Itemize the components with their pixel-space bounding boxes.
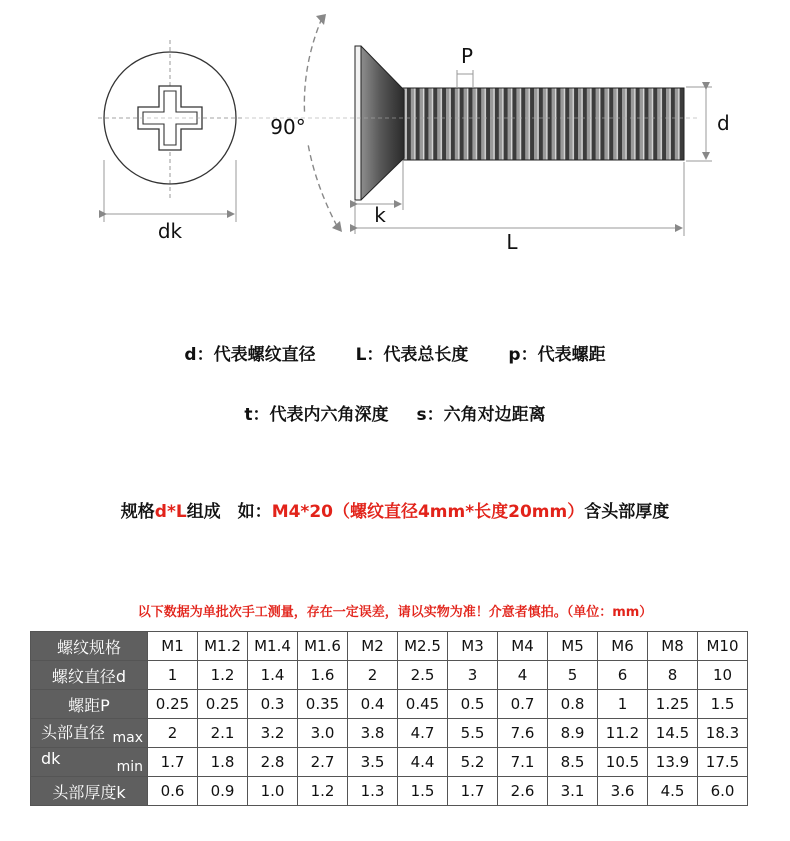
row-header: 螺距P bbox=[31, 690, 148, 719]
thread-body bbox=[402, 88, 684, 160]
row-header: 螺纹规格 bbox=[31, 632, 148, 661]
table-cell: 3.5 bbox=[348, 748, 398, 777]
table-cell: 1.7 bbox=[148, 748, 198, 777]
table-cell: 4.7 bbox=[398, 719, 448, 748]
table-cell: 7.1 bbox=[498, 748, 548, 777]
table-cell: 1.2 bbox=[298, 777, 348, 806]
table-cell: 2 bbox=[148, 719, 198, 748]
table-cell: M2.5 bbox=[398, 632, 448, 661]
d-label: d bbox=[717, 111, 730, 135]
table-cell: 7.6 bbox=[498, 719, 548, 748]
table-cell: 2.1 bbox=[198, 719, 248, 748]
table-cell: M1.2 bbox=[198, 632, 248, 661]
table-cell: 5.5 bbox=[448, 719, 498, 748]
row-head-diameter-max bbox=[31, 719, 748, 748]
table-cell: 5.2 bbox=[448, 748, 498, 777]
table-cell: 1.7 bbox=[448, 777, 498, 806]
angle-label: 90° bbox=[270, 115, 306, 139]
table-cell: 1.2 bbox=[198, 661, 248, 690]
pitch-label: P bbox=[460, 44, 474, 68]
table-cell: 0.45 bbox=[398, 690, 448, 719]
spec-prefix: 规格 bbox=[120, 502, 155, 522]
table-cell: 1.5 bbox=[398, 777, 448, 806]
legend-line-1 bbox=[0, 340, 790, 365]
table-cell: 1.25 bbox=[648, 690, 698, 719]
table-cell: 1 bbox=[598, 690, 648, 719]
spec-mid: 组成 如： bbox=[186, 502, 272, 522]
legend-item-s: s：六角对边距离 bbox=[416, 405, 546, 425]
row-thread-diameter bbox=[31, 661, 748, 690]
legend-item-p: p：代表螺距 bbox=[508, 345, 606, 365]
table-cell: 3.6 bbox=[598, 777, 648, 806]
table-cell: 3.0 bbox=[298, 719, 348, 748]
table-cell: 3 bbox=[448, 661, 498, 690]
table-cell: 0.3 bbox=[248, 690, 298, 719]
table-cell: 3.1 bbox=[548, 777, 598, 806]
row-header-sublabel: max bbox=[112, 730, 143, 746]
row-header: 螺纹直径d bbox=[31, 661, 148, 690]
table-cell: M10 bbox=[698, 632, 748, 661]
table-cell: M1.6 bbox=[298, 632, 348, 661]
table-cell: 1.6 bbox=[298, 661, 348, 690]
spec-formula: d*L bbox=[154, 502, 187, 522]
row-header bbox=[31, 748, 148, 777]
table-cell: 0.25 bbox=[148, 690, 198, 719]
legend-item-l: L：代表总长度 bbox=[355, 345, 469, 365]
table-cell: 8.5 bbox=[548, 748, 598, 777]
legend-item-t: t：代表内六角深度 bbox=[244, 405, 389, 425]
table-cell: M1 bbox=[148, 632, 198, 661]
table-cell: 0.7 bbox=[498, 690, 548, 719]
row-pitch bbox=[31, 690, 748, 719]
table-cell: 0.35 bbox=[298, 690, 348, 719]
table-cell: 1.8 bbox=[198, 748, 248, 777]
table-cell: 10.5 bbox=[598, 748, 648, 777]
table-cell: 3.8 bbox=[348, 719, 398, 748]
table-cell: 2 bbox=[348, 661, 398, 690]
spec-example: M4*20（螺纹直径4mm*长度20mm） bbox=[271, 502, 585, 522]
legend-line-2 bbox=[0, 400, 790, 425]
table-cell: 0.4 bbox=[348, 690, 398, 719]
table-cell: M5 bbox=[548, 632, 598, 661]
table-cell: 8 bbox=[648, 661, 698, 690]
table-cell: 17.5 bbox=[698, 748, 748, 777]
table-cell: 8.9 bbox=[548, 719, 598, 748]
row-header bbox=[31, 719, 148, 748]
row-head-thickness bbox=[31, 777, 748, 806]
table-cell: 1 bbox=[148, 661, 198, 690]
table-cell: 3.2 bbox=[248, 719, 298, 748]
l-label: L bbox=[506, 230, 518, 254]
table-cell: 2.5 bbox=[398, 661, 448, 690]
table-cell: M4 bbox=[498, 632, 548, 661]
table-cell: 18.3 bbox=[698, 719, 748, 748]
table-cell: 10 bbox=[698, 661, 748, 690]
spec-description bbox=[0, 497, 790, 522]
legend-item-d: d：代表螺纹直径 bbox=[184, 345, 316, 365]
table-cell: 0.8 bbox=[548, 690, 598, 719]
row-header-sublabel: min bbox=[116, 759, 143, 775]
table-cell: 0.25 bbox=[198, 690, 248, 719]
table-cell: 5 bbox=[548, 661, 598, 690]
row-head-diameter-min bbox=[31, 748, 748, 777]
measurement-note: 以下数据为单批次手工测量，存在一定误差，请以实物为准！介意者慎拍。（单位：mm） bbox=[137, 605, 653, 620]
screw-side-view bbox=[98, 14, 730, 254]
row-header-label: 头部直径 bbox=[41, 723, 106, 742]
table-cell: M3 bbox=[448, 632, 498, 661]
table-cell: 1.3 bbox=[348, 777, 398, 806]
table-cell: 2.8 bbox=[248, 748, 298, 777]
table-cell: 2.6 bbox=[498, 777, 548, 806]
table-cell: M1.4 bbox=[248, 632, 298, 661]
table-cell: 2.7 bbox=[298, 748, 348, 777]
head-top-view bbox=[98, 40, 245, 243]
spec-table bbox=[30, 631, 748, 806]
countersunk-head bbox=[355, 46, 404, 200]
table-cell: 11.2 bbox=[598, 719, 648, 748]
row-header-label: dk bbox=[41, 749, 61, 768]
table-cell: 14.5 bbox=[648, 719, 698, 748]
table-cell: 4 bbox=[498, 661, 548, 690]
table-cell: 1.5 bbox=[698, 690, 748, 719]
table-cell: M8 bbox=[648, 632, 698, 661]
table-cell: 13.9 bbox=[648, 748, 698, 777]
screw-diagram bbox=[0, 0, 790, 300]
table-cell: 0.6 bbox=[148, 777, 198, 806]
dk-label: dk bbox=[157, 219, 183, 243]
table-cell: 6 bbox=[598, 661, 648, 690]
table-cell: 0.5 bbox=[448, 690, 498, 719]
table-cell: 0.9 bbox=[198, 777, 248, 806]
table-cell: M2 bbox=[348, 632, 398, 661]
table-cell: 1.4 bbox=[248, 661, 298, 690]
table-cell: 6.0 bbox=[698, 777, 748, 806]
spec-suffix: 含头部厚度 bbox=[584, 502, 670, 522]
row-header: 头部厚度k bbox=[31, 777, 148, 806]
k-label: k bbox=[374, 203, 386, 227]
table-cell: 1.0 bbox=[248, 777, 298, 806]
table-cell: 4.4 bbox=[398, 748, 448, 777]
row-thread-spec bbox=[31, 632, 748, 661]
table-cell: M6 bbox=[598, 632, 648, 661]
table-cell: 4.5 bbox=[648, 777, 698, 806]
